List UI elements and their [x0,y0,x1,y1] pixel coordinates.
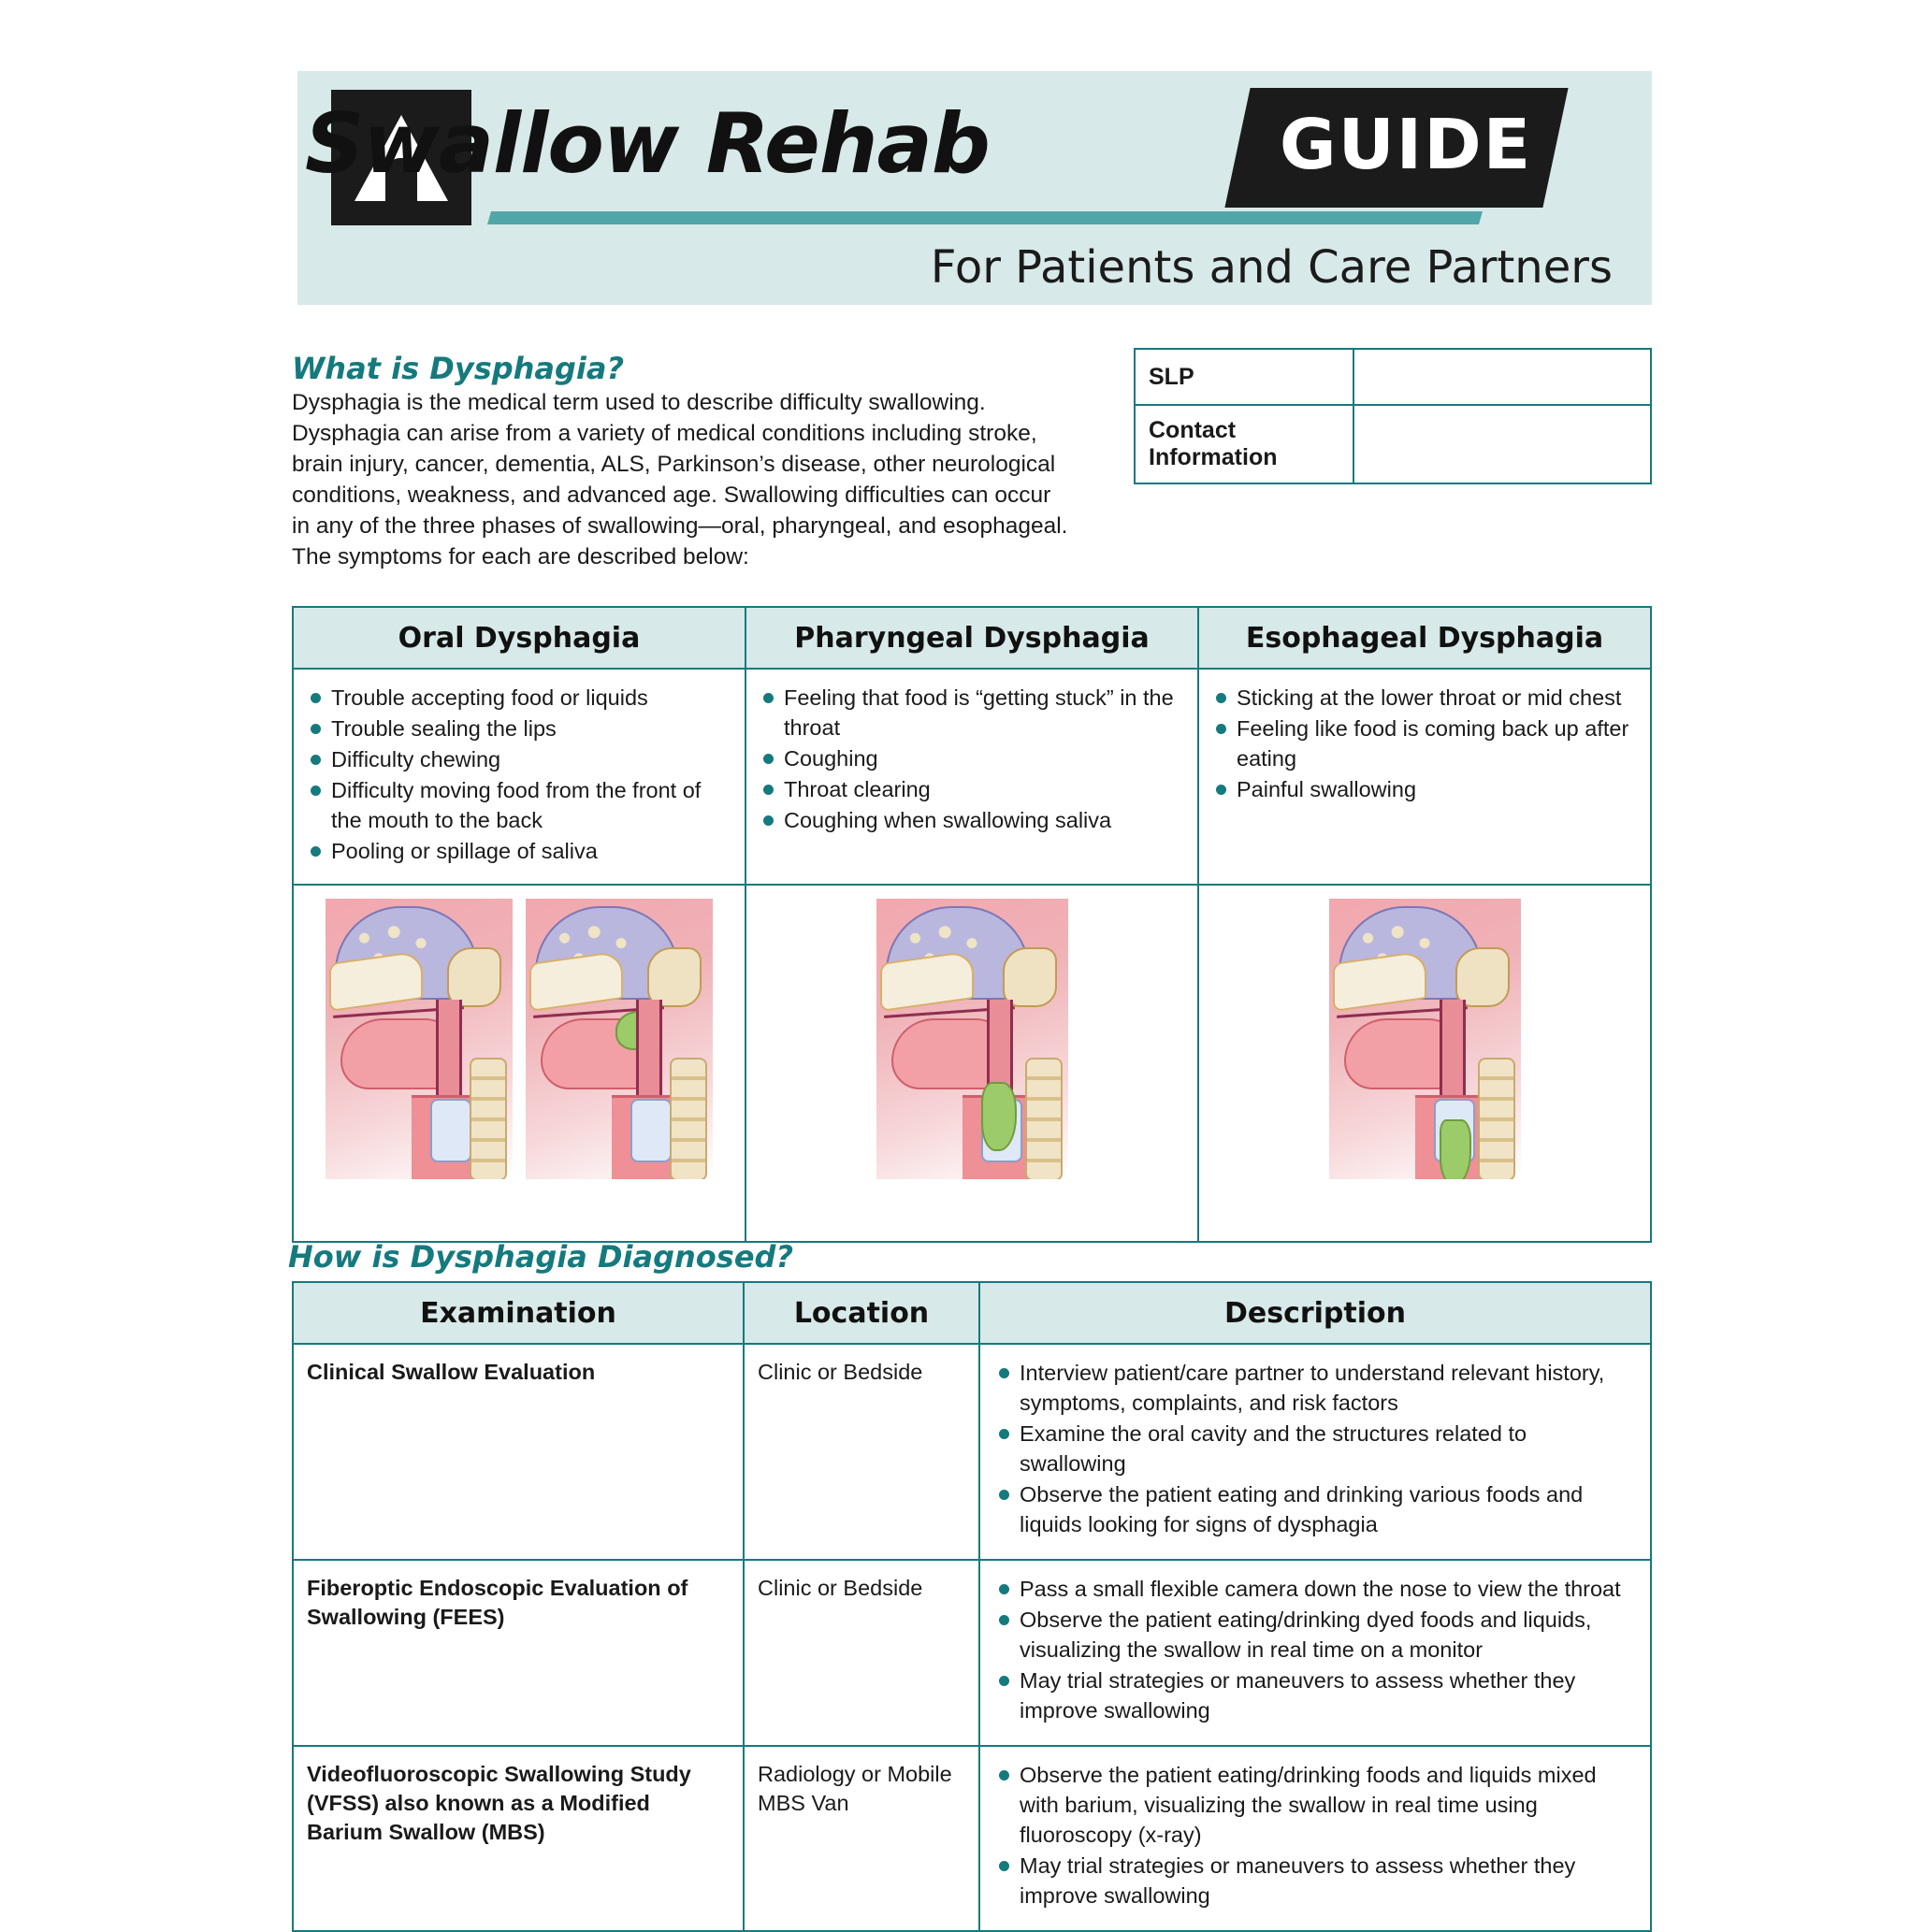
pharyngeal-symptoms-list [758,683,1186,835]
list-item: Trouble sealing the lips [305,714,733,743]
list-item: May trial strategies or maneuvers to assess whether they improve swallowing [993,1665,1637,1725]
description-list [993,1358,1637,1539]
list-item: Coughing when swallowing saliva [758,805,1186,835]
esophageal-illustration-cell [1198,885,1651,1242]
esophageal-symptoms-list [1210,683,1639,804]
description-list [993,1760,1637,1910]
list-item: Observe the patient eating/drinking foods and liquids mixed with barium, visualizing the swallow in real time using fluoroscopy (x-ray) [993,1760,1637,1850]
esophageal-symptoms-cell [1198,669,1651,885]
column-header-examination: Examination [293,1282,744,1344]
oral-symptoms-list [305,683,733,866]
description-list [993,1574,1637,1725]
list-item: Sticking at the lower throat or mid chest [1210,683,1639,713]
exam-description [979,1344,1651,1560]
table-row [293,669,1651,885]
table-row [293,1560,1651,1746]
list-item: Interview patient/care partner to understand relevant history, symptoms, complaints, and risk factors [993,1358,1637,1418]
list-item: Observe the patient eating/drinking dyed foods and liquids, visualizing the swallow in real time on a monitor [993,1605,1637,1665]
table-row [293,1344,1651,1560]
exam-name: Videofluoroscopic Swallowing Study (VFSS) also known as a Modified Barium Swallow (MBS) [293,1746,744,1931]
slp-value-field[interactable] [1353,349,1651,405]
column-header-description: Description [979,1282,1651,1344]
section-heading-what-is-dysphagia: What is Dysphagia? [292,351,625,386]
list-item: Difficulty chewing [305,744,733,774]
exam-description [979,1746,1651,1931]
oral-illustration-cell [293,885,745,1242]
guide-badge-label: GUIDE [1279,105,1533,185]
table-header-row [293,607,1651,669]
exam-location: Radiology or Mobile MBS Van [744,1746,979,1931]
diagnosis-table [292,1281,1652,1932]
exam-name: Clinical Swallow Evaluation [293,1344,744,1560]
list-item: Difficulty moving food from the front of the mouth to the back [305,775,733,835]
list-item: Examine the oral cavity and the structures related to swallowing [993,1419,1637,1478]
list-item: Coughing [758,743,1186,773]
list-item: Painful swallowing [1210,774,1639,804]
column-header-location: Location [744,1282,979,1344]
section-heading-how-diagnosed: How is Dysphagia Diagnosed? [288,1239,793,1275]
pharyngeal-symptoms-cell [745,669,1198,885]
pharyngeal-illustration-cell [745,885,1198,1242]
table-header-row [293,1282,1651,1344]
column-header-esophageal-dysphagia: Esophageal Dysphagia [1198,607,1651,669]
list-item: May trial strategies or maneuvers to assess whether they improve swallowing [993,1851,1637,1910]
exam-location: Clinic or Bedside [744,1344,979,1560]
page-subtitle: For Patients and Care Partners [930,241,1613,294]
list-item: Observe the patient eating and drinking various foods and liquids looking for signs of dysphagia [993,1479,1637,1539]
table-row [1135,349,1651,405]
title-underline [487,211,1483,224]
slp-contact-table [1134,348,1652,484]
anatomy-diagram-oral-b [526,899,713,1179]
list-item: Feeling like food is coming back up after eating [1210,714,1639,773]
list-item: Throat clearing [758,774,1186,804]
list-item: Pass a small flexible camera down the nose to view the throat [993,1574,1637,1604]
column-header-oral-dysphagia: Oral Dysphagia [293,607,745,669]
contact-information-field[interactable] [1353,405,1651,483]
table-row [293,1746,1651,1931]
list-item: Feeling that food is “getting stuck” in the throat [758,683,1186,743]
slp-label: SLP [1135,349,1353,405]
symptoms-table [292,606,1652,1243]
exam-description [979,1560,1651,1746]
contact-information-label: Contact Information [1135,405,1353,483]
oral-symptoms-cell [293,669,745,885]
list-item: Trouble accepting food or liquids [305,683,733,713]
header-banner [297,71,1652,305]
exam-name: Fiberoptic Endoscopic Evaluation of Swallowing (FEES) [293,1560,744,1746]
anatomy-diagram-pharyngeal [876,899,1068,1179]
column-header-pharyngeal-dysphagia: Pharyngeal Dysphagia [745,607,1198,669]
anatomy-diagram-oral-a [326,899,513,1179]
page-title: Swallow Rehab [305,95,990,192]
exam-location: Clinic or Bedside [744,1560,979,1746]
list-item: Pooling or spillage of saliva [305,836,733,866]
intro-paragraph: Dysphagia is the medical term used to describe difficulty swallowing. Dysphagia can arise from a variety of medical conditions including stroke, brain injury, cancer, dementia, ALS, Parkinson’s disease, other neurological conditions, weakness, and advanced age. Swallowing difficulties can occur in any of the three phases of swallowing—oral, pharyngeal, and esophageal. The symptoms for each are described below: [292,390,1068,570]
table-row-illustrations [293,885,1651,1242]
table-row [1135,405,1651,483]
anatomy-diagram-esophageal [1329,899,1521,1179]
